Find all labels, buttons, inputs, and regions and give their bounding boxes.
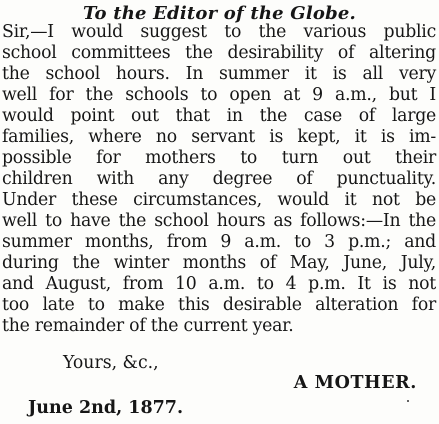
letter-body-line: the school hours. In summer it is all very xyxy=(2,64,436,84)
ink-speck xyxy=(407,400,409,402)
letter-body-line: school committees the desirability of altering xyxy=(2,43,436,63)
letter-body-line: Sir,—I would suggest to the various public xyxy=(2,22,436,42)
letter-closing: Yours, &c., xyxy=(63,353,159,373)
letter-body-line: children with any degree of punctuality. xyxy=(2,169,436,189)
letter-signature: A MOTHER. xyxy=(293,373,417,393)
letter-body-line: possible for mothers to turn out their xyxy=(2,148,436,168)
letter-body-line: during the winter months of May, June, July, xyxy=(2,253,436,273)
letter-body-line: well to have the school hours as follows:—In the xyxy=(2,211,436,231)
letter-body-line: families, where no servant is kept, it is im- xyxy=(2,127,436,147)
letter-body-line: well for the schools to open at 9 a.m., but I xyxy=(2,85,436,105)
letter-date: June 2nd, 1877. xyxy=(28,398,184,418)
letter-body-line: summer months, from 9 a.m. to 3 p.m.; and xyxy=(2,232,436,252)
letter-body-line: the remainder of the current year. xyxy=(2,316,294,336)
letter-body-line: and August, from 10 a.m. to 4 p.m. It is not xyxy=(2,274,436,294)
letter-body-line: Under these circumstances, would it not be xyxy=(2,190,436,210)
letter-body-line: would point out that in the case of large xyxy=(2,106,436,126)
letter-body-line: too late to make this desirable alteration for xyxy=(2,295,436,315)
letter-heading: To the Editor of the Globe. xyxy=(83,3,356,24)
